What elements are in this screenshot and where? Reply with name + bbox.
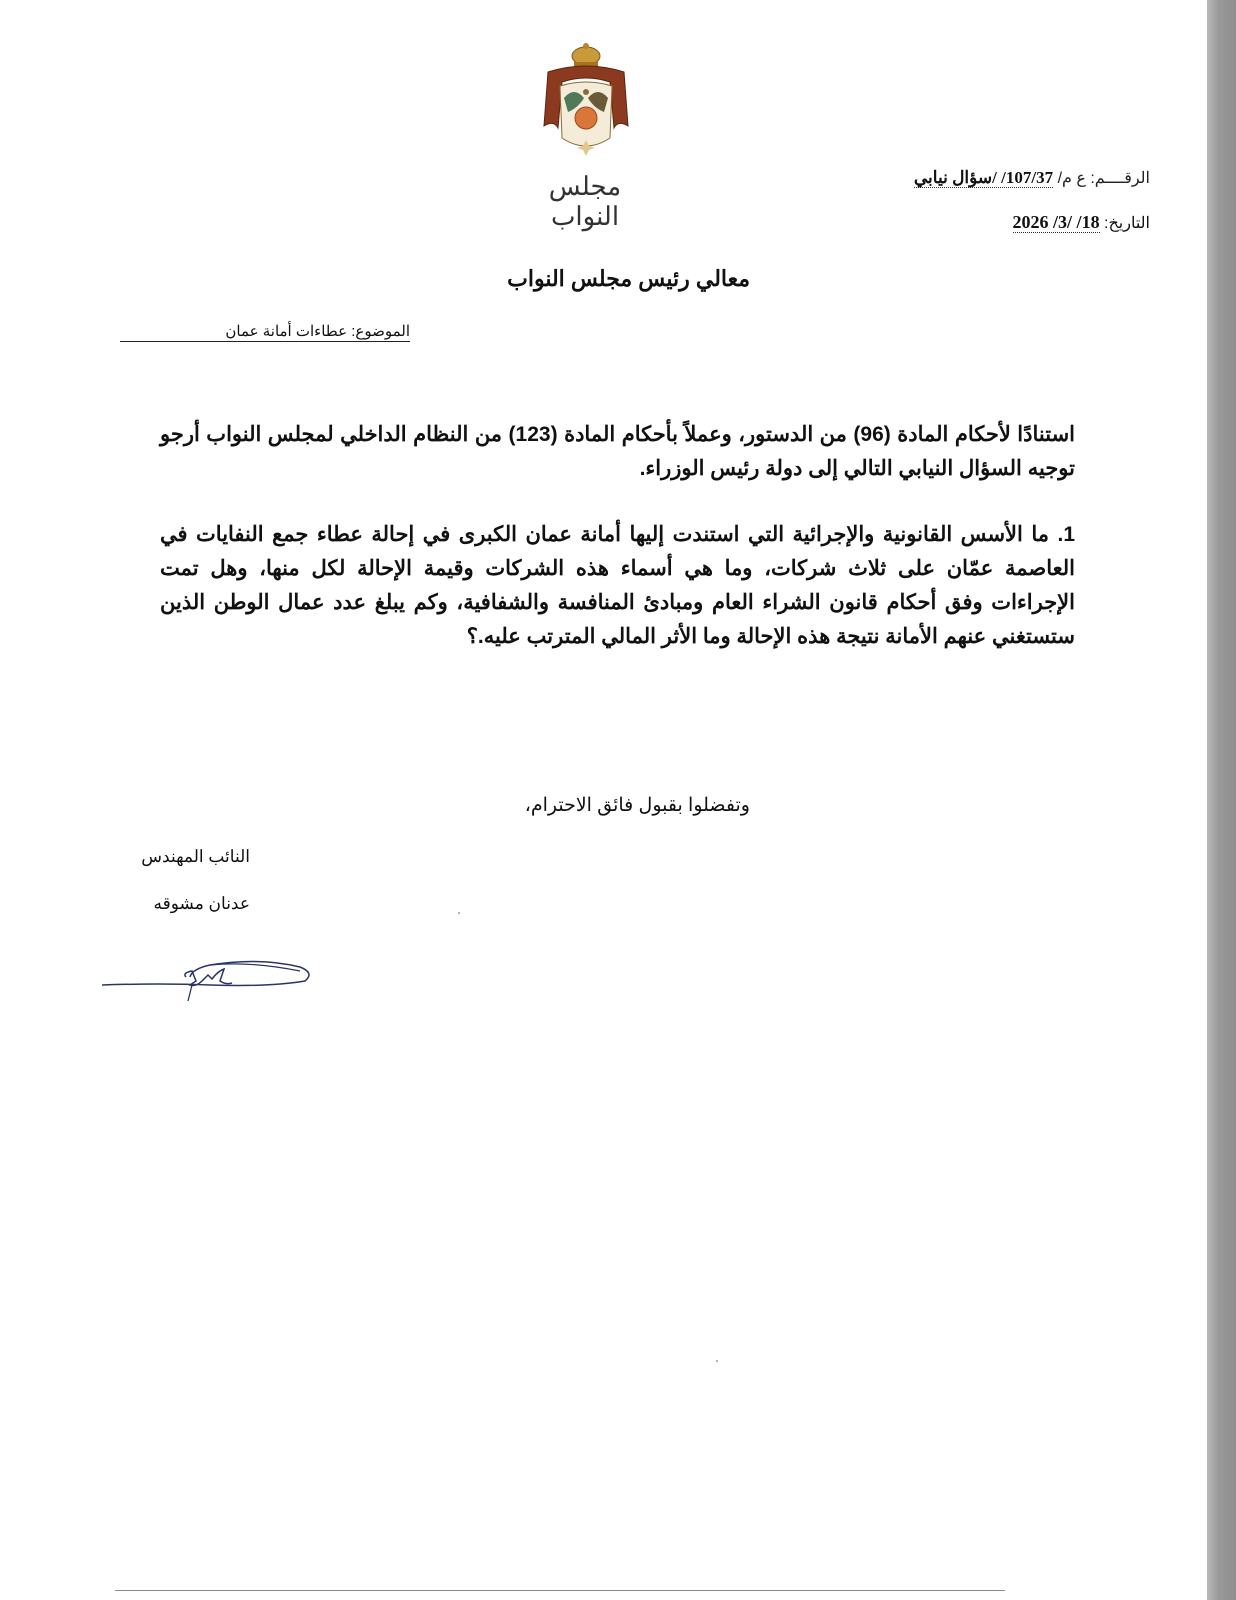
- closing-line: وتفضلوا بقبول فائق الاحترام،: [524, 795, 750, 816]
- signatory-title: النائب المهندس: [141, 847, 250, 866]
- reference-number: [914, 168, 1150, 188]
- scan-speck: [716, 1360, 718, 1362]
- reference-value: 107/37/ /سؤال نيابي: [913, 168, 1054, 187]
- footer-divider: [115, 1590, 1005, 1591]
- scan-edge-shadow: [1207, 0, 1236, 1600]
- letter-date: [1013, 212, 1150, 233]
- handwritten-signature-icon: [100, 955, 320, 1005]
- date-label: التاريخ:: [1104, 215, 1150, 232]
- salutation: معالي رئيس مجلس النواب: [507, 266, 750, 291]
- scan-speck: [458, 912, 460, 914]
- subject-line: الموضوع: عطاءات أمانة عمان: [120, 322, 410, 342]
- jordan-coat-of-arms-icon: [538, 42, 634, 172]
- question-paragraph: 1. ما الأسس القانونية والإجرائية التي استندت إليها أمانة عمان الكبرى في إحالة عطاء جمع النفايات في العاصمة عمّان على ثلاث شركات، وما هي أسماء هذه الشركات وقيمة الإحالة لكل منها، وهل تمت الإجراءات وفق أحكام قانون الشراء العام ومبادئ المنافسة والشفافية، وكم يبلغ عدد عمال الوطن الذين ستستغني عنهم الأمانة نتيجة هذه الإحالة وما الأثر المالي المترتب عليه.؟: [160, 523, 1075, 648]
- date-value: 18/ /3/ 2026: [1012, 212, 1100, 232]
- intro-paragraph: استنادًا لأحكام المادة (96) من الدستور، وعملاً بأحكام المادة (123) من النظام الداخلي لمجلس النواب أرجو توجيه السؤال النيابي التالي إلى دولة رئيس الوزراء.: [160, 423, 1075, 480]
- reference-label: الرقــــم: ع م/: [1057, 170, 1150, 187]
- council-name-calligraphy: مجلس النواب: [548, 172, 622, 232]
- signatory-name: عدنان مشوقه: [153, 894, 250, 913]
